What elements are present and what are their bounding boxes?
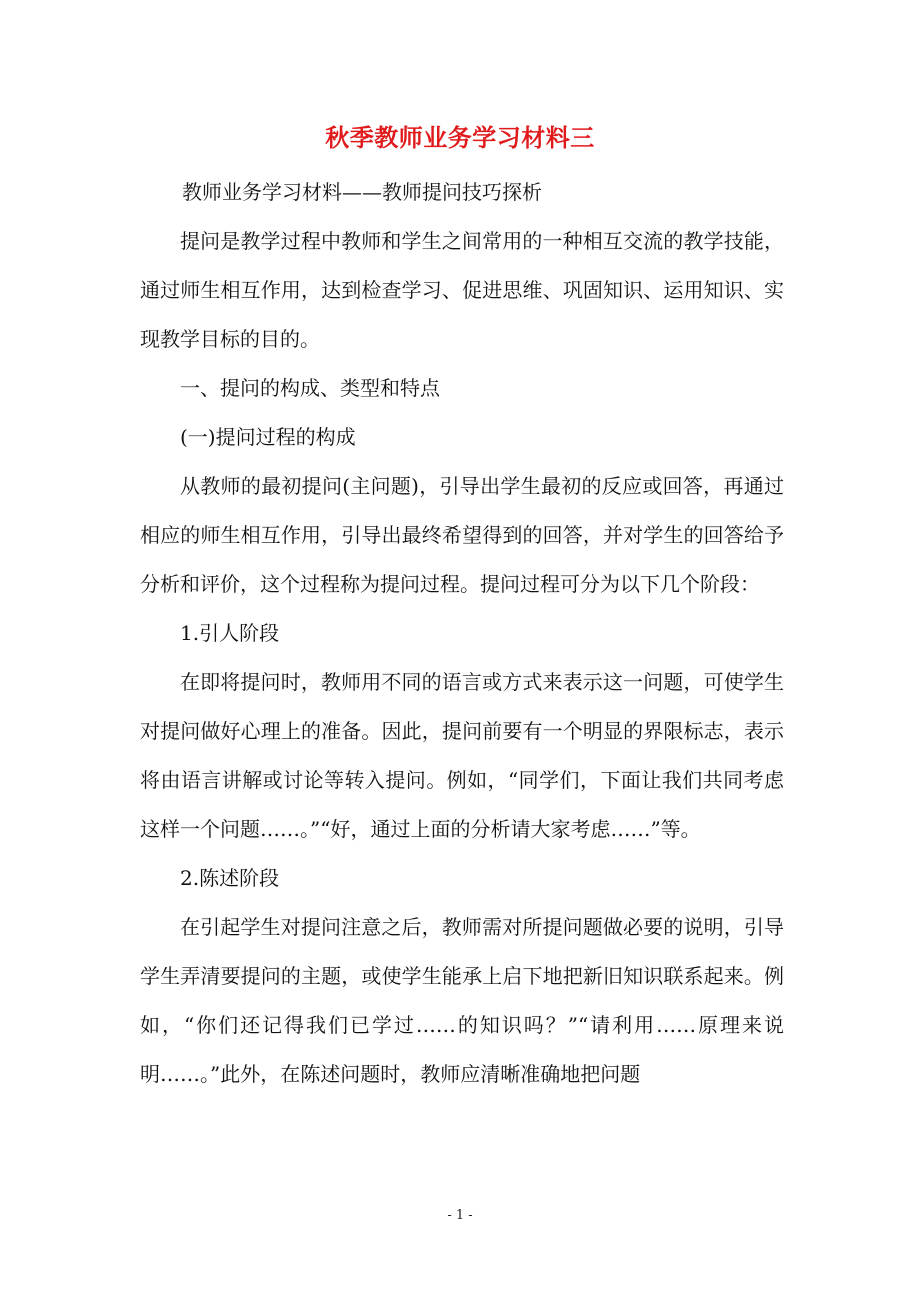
- paragraph-process: 从教师的最初提问(主问题)，引导出学生最初的反应或回答，再通过相应的师生相互作用，引导出最终希望得到的回答，并对学生的回答给予分析和评价，这个过程称为提问过程。提问过程可分为以下几个阶段：: [140, 474, 784, 596]
- document-body: [140, 168, 784, 1099]
- paragraph-stage-2: 在引起学生对提问注意之后，教师需对所提问题做必要的说明，引导学生弄清要提问的主题，或使学生能承上启下地把新旧知识联系起来。例如，“你们还记得我们已学过……的知识吗？”“请利用……原理来说明……。”此外，在陈述问题时，教师应清晰准确地把问题: [140, 915, 784, 1086]
- stage-heading-1: 1.引人阶段: [180, 621, 280, 645]
- section-heading-1: 一、提问的构成、类型和特点: [180, 376, 440, 400]
- document-title: 秋季教师业务学习材料三: [325, 123, 595, 152]
- paragraph-stage-1: 在即将提问时，教师用不同的语言或方式来表示这一问题，可使学生对提问做好心理上的准备。因此，提问前要有一个明显的界限标志，表示将由语言讲解或讨论等转入提问。例如，“同学们，下面让我们共同考虑这样一个问题……。”“好，通过上面的分析请大家考虑……”等。: [140, 670, 784, 841]
- document-subtitle: 教师业务学习材料——教师提问技巧探析: [182, 180, 542, 204]
- page-number: - 1 -: [447, 1208, 473, 1223]
- subsection-heading-1: (一)提问过程的构成: [180, 425, 356, 449]
- stage-heading-2: 2.陈述阶段: [180, 866, 280, 890]
- paragraph-intro: 提问是教学过程中教师和学生之间常用的一种相互交流的教学技能，通过师生相互作用，达到检查学习、促进思维、巩固知识、运用知识、实现教学目标的目的。: [140, 229, 784, 351]
